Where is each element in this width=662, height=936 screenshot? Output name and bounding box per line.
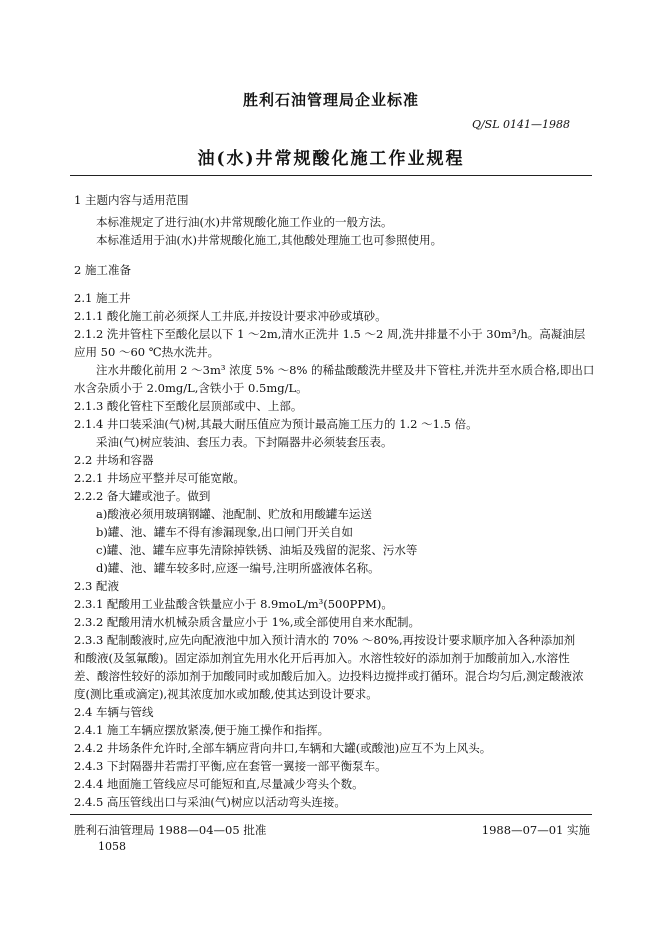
clause-line: 度(测比重或滴定),视其浓度加水或加酸,使其达到设计要求。	[74, 687, 378, 701]
subsection-heading: 2.3 配液	[74, 579, 119, 593]
clause-line: 2.4.3 下封隔器井若需打平衡,应在套管一翼接一部平衡泵车。	[74, 759, 387, 773]
implementation-date: 1988—07—01 实施	[481, 823, 590, 837]
subsection-heading: 2.1 施工井	[74, 291, 131, 305]
standard-code: Q/SL 0141—1988	[471, 118, 570, 131]
clause-line: 2.3.3 配制酸液时,应先向配液池中加入预计清水的 70% ～80%,再按设计要求顺序加入各种添加剂	[74, 633, 576, 647]
clause-line: 应用 50 ～60 ℃热水洗井。	[74, 345, 220, 359]
clause-line: 差、酸溶性较好的添加剂于加酸同时或加酸后加入。边投料边搅拌或打循环。混合均匀后,测定酸液浓	[74, 669, 584, 683]
clause-line: 2.1.2 洗井管柱下至酸化层以下 1 ～2m,清水正洗井 1.5 ～2 周,洗井排量不小于 30m³/h。高凝油层	[74, 327, 586, 341]
list-item: c)罐、池、罐车应事先清除掉铁锈、油垢及残留的泥浆、污水等	[96, 543, 418, 557]
subsection-heading: 2.2 井场和容器	[74, 453, 154, 467]
header-divider	[70, 175, 592, 176]
clause-line: 和酸液(及氢氟酸)。固定添加剂宜先用水化开后再加入。水溶性较好的添加剂于加酸前加入,水溶性	[74, 651, 570, 665]
document-title: 油(水)井常规酸化施工作业规程	[197, 149, 465, 169]
clause-line: 2.3.2 配酸用清水机械杂质含量应小于 1%,或全部使用自来水配制。	[74, 615, 420, 629]
list-item: d)罐、池、罐车较多时,应逐一编号,注明所盛液体名称。	[96, 561, 380, 575]
clause-line: 2.4.2 井场条件允许时,全部车辆应背向井口,车辆和大罐(或酸池)应互不为上风头。	[74, 741, 492, 755]
paragraph-line: 本标准规定了进行油(水)井常规酸化施工作业的一般方法。	[96, 215, 393, 229]
clause-line: 注水井酸化前用 2 ～3m³ 浓度 5% ～8% 的稀盐酸酸洗井壁及井下管柱,并洗井至水质合格,即出口	[96, 363, 595, 377]
page-number: 1058	[98, 840, 126, 853]
list-item: b)罐、池、罐车不得有渗漏现象,出口闸门开关自如	[96, 525, 354, 539]
clause-line: 2.1.1 酸化施工前必须探人工井底,并按设计要求冲砂或填砂。	[74, 309, 387, 323]
clause-line: 2.1.4 井口装采油(气)树,其最大耐压值应为预计最高施工压力的 1.2 ～1.5 倍。	[74, 417, 478, 431]
clause-line: 2.1.3 酸化管柱下至酸化层顶部或中、上部。	[74, 399, 303, 413]
clause-line: 2.4.5 高压管线出口与采油(气)树应以活动弯头连接。	[74, 795, 346, 809]
issuing-organization: 胜利石油管理局企业标准	[242, 91, 419, 109]
clause-line: 2.2.2 备大罐或池子。做到	[74, 489, 211, 503]
subsection-heading: 2.4 车辆与管线	[74, 705, 154, 719]
approval-note: 胜利石油管理局 1988—04—05 批准	[74, 823, 267, 837]
footer-divider	[70, 814, 592, 815]
clause-line: 2.4.1 施工车辆应摆放紧凑,便于施工操作和指挥。	[74, 723, 330, 737]
clause-line: 2.3.1 配酸用工业盐酸含铁量应小于 8.9moL/m³(500PPM)。	[74, 597, 393, 611]
section-heading: 2 施工准备	[74, 263, 131, 277]
paragraph-line: 本标准适用于油(水)井常规酸化施工,其他酸处理施工也可参照使用。	[96, 233, 443, 247]
list-item: a)酸液必须用玻璃钢罐、池配制、贮放和用酸罐车运送	[96, 507, 372, 521]
section-heading: 1 主题内容与适用范围	[74, 193, 189, 207]
clause-line: 采油(气)树应装油、套压力表。下封隔器井必须装套压表。	[96, 435, 393, 449]
clause-line: 2.2.1 井场应平整并尽可能宽敞。	[74, 471, 245, 485]
clause-line: 水含杂质小于 2.0mg/L,含铁小于 0.5mg/L。	[74, 381, 308, 395]
clause-line: 2.4.4 地面施工管线应尽可能短和直,尽量减少弯头个数。	[74, 777, 364, 791]
